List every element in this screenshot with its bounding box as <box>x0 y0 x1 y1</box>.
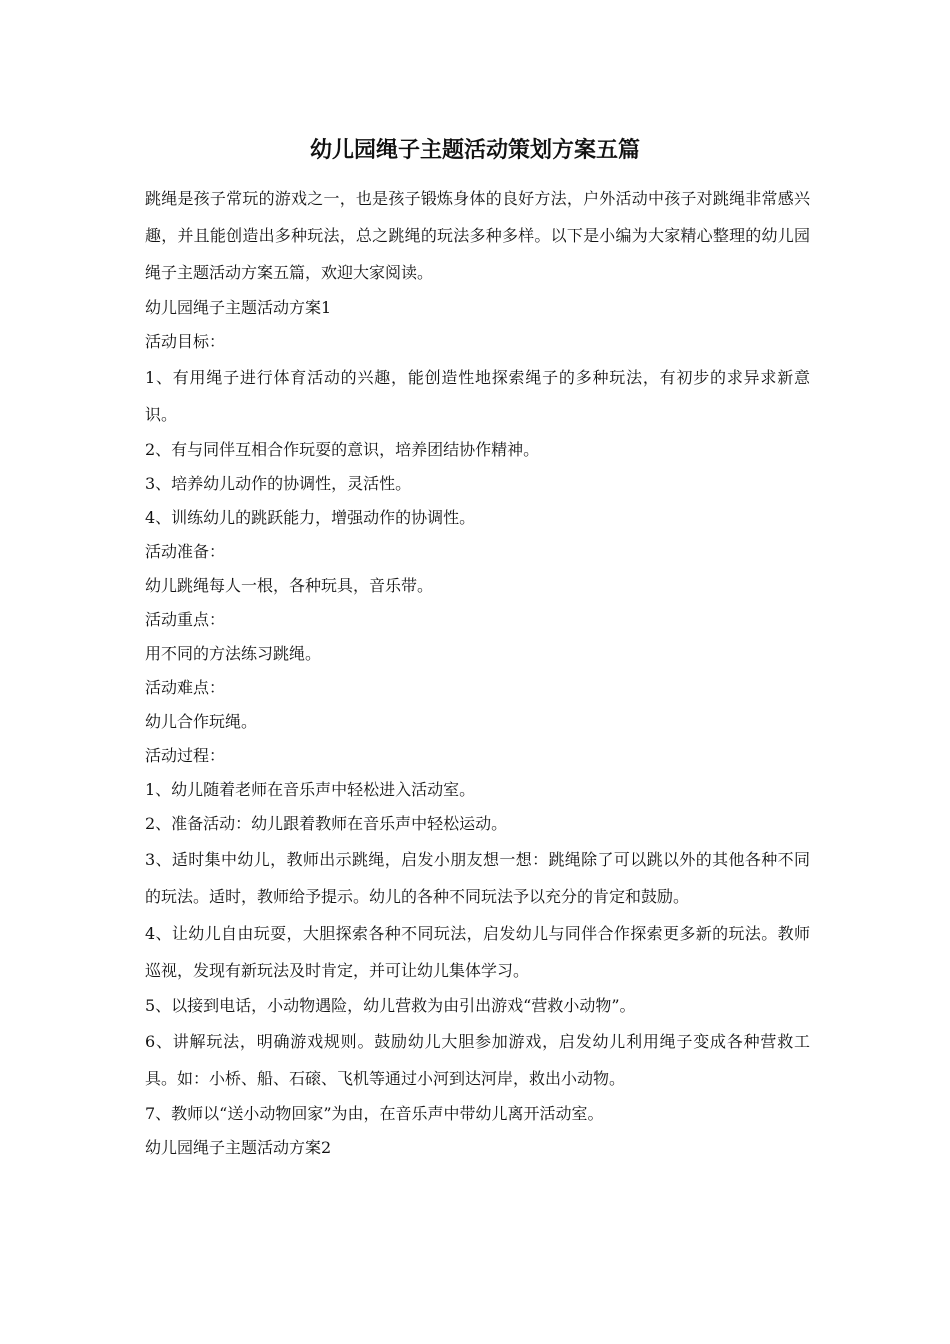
process-step-6: 6、讲解玩法，明确游戏规则。鼓励幼儿大胆参加游戏，启发幼儿利用绳子变成各种营救工具。如：小桥、船、石磙、飞机等通过小河到达河岸，救出小动物。 <box>145 1032 810 1088</box>
process-step-5: 5、以接到电话，小动物遇险，幼儿营救为由引出游戏“营救小动物”。 <box>145 996 636 1015</box>
label-activity-difficulty: 活动难点： <box>145 678 226 697</box>
section-heading-plan-1: 幼儿园绳子主题活动方案1 <box>145 298 332 317</box>
goal-item-3: 3、培养幼儿动作的协调性，灵活性。 <box>145 474 412 493</box>
intro-paragraph: 跳绳是孩子常玩的游戏之一，也是孩子锻炼身体的良好方法，户外活动中孩子对跳绳非常感兴趣，并且能创造出多种玩法，总之跳绳的玩法多种多样。以下是小编为大家精心整理的幼儿园绳子主题活动方案五篇，欢迎大家阅读。 <box>145 189 810 282</box>
label-activity-goals: 活动目标： <box>145 332 226 351</box>
document-body <box>145 180 810 1165</box>
process-step-3: 3、适时集中幼儿，教师出示跳绳，启发小朋友想一想：跳绳除了可以跳以外的其他各种不同的玩法。适时，教师给予提示。幼儿的各种不同玩法予以充分的肯定和鼓励。 <box>145 850 810 906</box>
focus-text: 用不同的方法练习跳绳。 <box>145 644 322 663</box>
process-step-7: 7、教师以“送小动物回家”为由，在音乐声中带幼儿离开活动室。 <box>145 1104 604 1123</box>
difficulty-text: 幼儿合作玩绳。 <box>145 712 258 731</box>
label-activity-process: 活动过程： <box>145 746 226 765</box>
process-step-1: 1、幼儿随着老师在音乐声中轻松进入活动室。 <box>145 780 476 799</box>
section-heading-plan-2: 幼儿园绳子主题活动方案2 <box>145 1138 332 1157</box>
label-activity-preparation: 活动准备： <box>145 542 226 561</box>
goal-item-4: 4、训练幼儿的跳跃能力，增强动作的协调性。 <box>145 508 476 527</box>
goal-item-2: 2、有与同伴互相合作玩耍的意识，培养团结协作精神。 <box>145 440 540 459</box>
preparation-text: 幼儿跳绳每人一根，各种玩具，音乐带。 <box>145 576 434 595</box>
process-step-2: 2、准备活动：幼儿跟着教师在音乐声中轻松运动。 <box>145 814 508 833</box>
document-title: 幼儿园绳子主题活动策划方案五篇 <box>309 137 640 163</box>
process-step-4: 4、让幼儿自由玩耍，大胆探索各种不同玩法，启发幼儿与同伴合作探索更多新的玩法。教师巡视，发现有新玩法及时肯定，并可让幼儿集体学习。 <box>145 924 810 980</box>
goal-item-1: 1、有用绳子进行体育活动的兴趣，能创造性地探索绳子的多种玩法，有初步的求异求新意识。 <box>145 368 810 424</box>
label-activity-focus: 活动重点： <box>145 610 226 629</box>
